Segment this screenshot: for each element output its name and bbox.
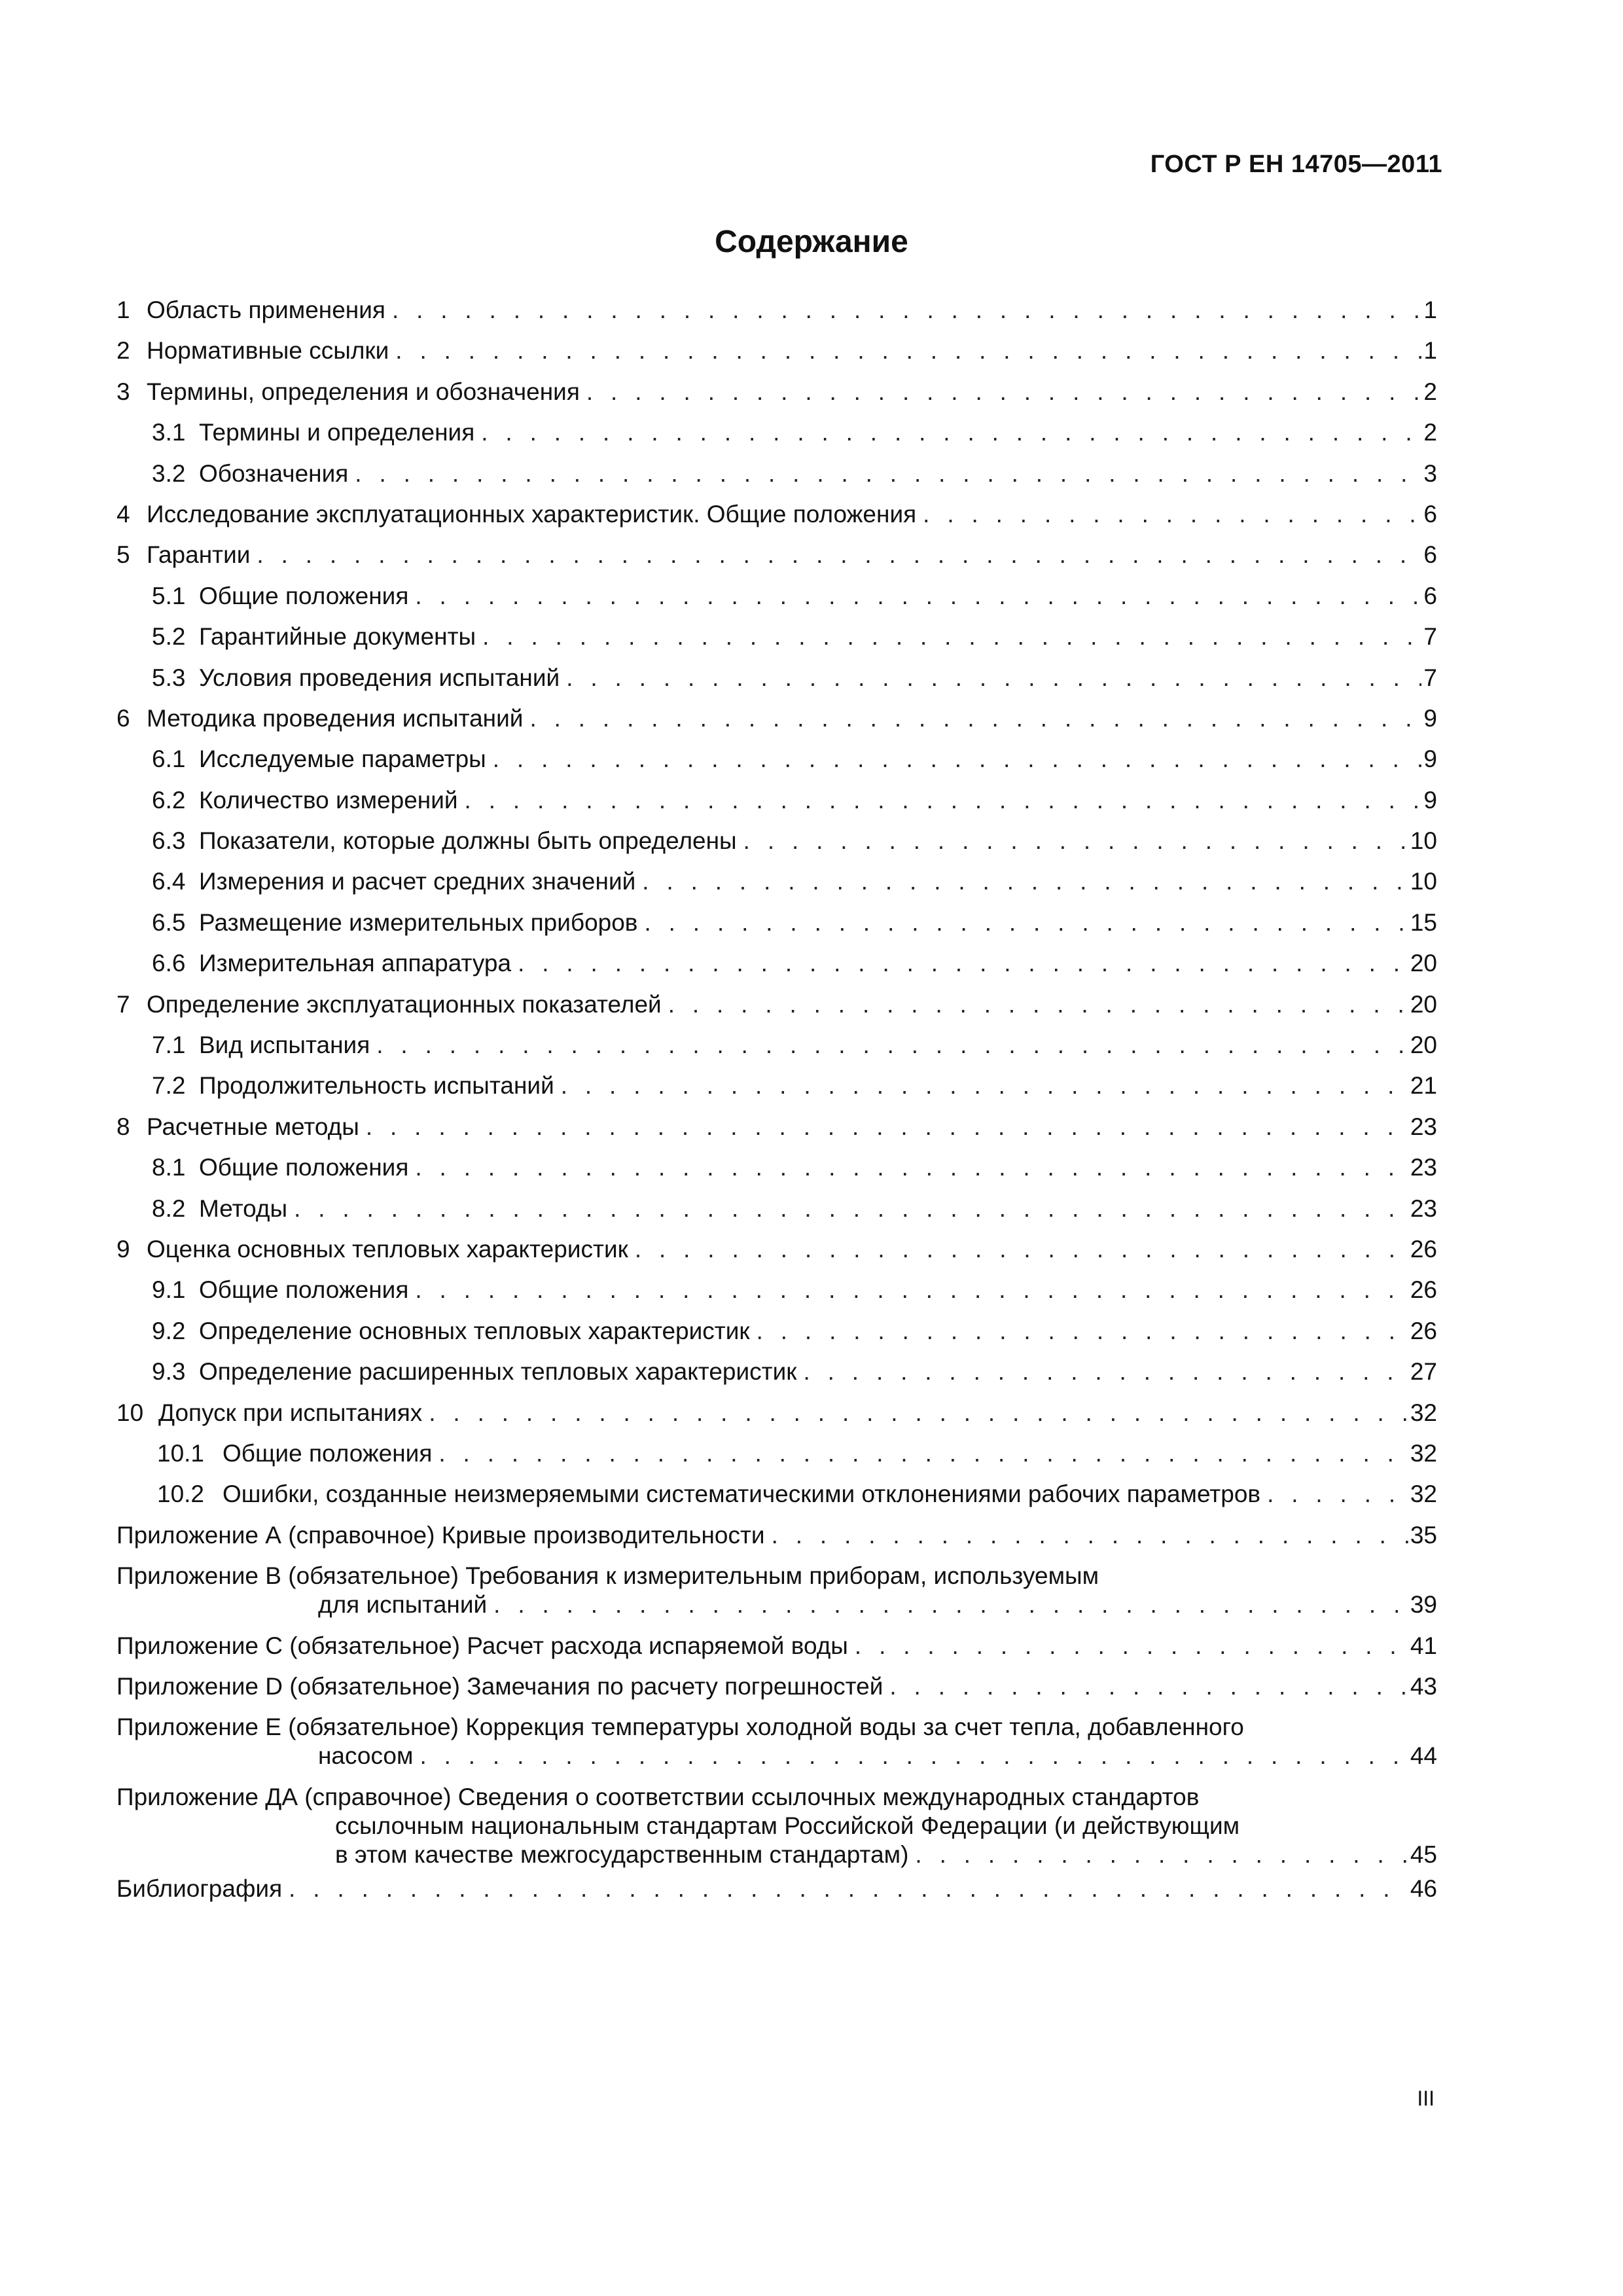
toc-number: 5.1 — [152, 582, 186, 609]
dot-leader — [482, 622, 1421, 651]
dot-leader — [566, 664, 1421, 692]
toc-entry-3[interactable] — [116, 378, 1437, 406]
toc-label: Количество измерений — [199, 786, 458, 814]
toc-page: 23 — [1410, 1194, 1437, 1222]
toc-page: 26 — [1410, 1235, 1437, 1263]
dot-leader — [772, 1521, 1408, 1550]
dot-leader — [586, 378, 1422, 406]
toc-entry-7-2[interactable] — [116, 1071, 1437, 1100]
toc-appendix-da[interactable] — [116, 1783, 1437, 1869]
toc-number: 6.6 — [152, 950, 186, 977]
toc-label: Измерения и расчет средних значений — [199, 868, 636, 895]
toc-page: 20 — [1410, 1031, 1437, 1059]
toc-label: Методы — [199, 1194, 288, 1222]
toc-number: 5.3 — [152, 664, 186, 691]
toc-page: 2 — [1423, 378, 1437, 405]
dot-leader — [395, 336, 1421, 365]
toc-entry-7[interactable] — [116, 990, 1437, 1019]
toc-label: ссылочным национальным стандартам Российской Федерации (и действующим — [335, 1812, 1240, 1839]
page-title: Содержание — [715, 224, 908, 259]
dot-leader — [438, 1439, 1408, 1468]
dot-leader — [889, 1672, 1408, 1701]
toc-entry-2[interactable] — [116, 336, 1437, 365]
dot-leader — [392, 296, 1421, 325]
toc-number: 9.1 — [152, 1276, 186, 1304]
toc-entry-6-2[interactable] — [116, 786, 1437, 815]
toc-bibliography[interactable] — [116, 1874, 1437, 1903]
toc-page: 6 — [1423, 541, 1437, 569]
dot-leader — [481, 418, 1421, 447]
dot-leader — [803, 1357, 1408, 1386]
toc-page: 3 — [1423, 459, 1437, 487]
toc-label: Термины, определения и обозначения — [147, 378, 580, 405]
toc-entry-5-2[interactable] — [116, 622, 1437, 651]
toc-label: в этом качестве межгосударственным стандартам) — [335, 1840, 909, 1868]
toc-page: 21 — [1410, 1072, 1437, 1100]
toc-page: 15 — [1410, 908, 1437, 936]
toc-number: 3 — [116, 378, 130, 405]
toc-label: Гарантии — [147, 541, 251, 569]
toc-label-continuation — [116, 1742, 1437, 1770]
toc-label: Приложение ДА (справочное) Сведения о соответствии ссылочных международных стандартов — [116, 1783, 1200, 1810]
toc-page: 26 — [1410, 1276, 1437, 1304]
toc-entry-3-2[interactable] — [116, 459, 1437, 488]
dot-leader — [415, 1153, 1408, 1182]
toc-page: 45 — [1410, 1840, 1437, 1868]
toc-number: 8.2 — [152, 1194, 186, 1222]
toc-page: 46 — [1410, 1875, 1437, 1903]
toc-label: Ошибки, созданные неизмеряемыми систематическими отклонениями рабочих параметров — [223, 1480, 1261, 1508]
toc-label: Приложение Е (обязательное) Коррекция температуры холодной воды за счет тепла, добавленного — [116, 1713, 1244, 1741]
dot-leader — [429, 1399, 1408, 1427]
toc-page: 6 — [1423, 500, 1437, 528]
toc-number: 6.5 — [152, 908, 186, 936]
dot-leader — [415, 582, 1421, 611]
toc-page: 9 — [1423, 704, 1437, 732]
toc-label: Размещение измерительных приборов — [199, 908, 638, 936]
toc-page: 41 — [1410, 1632, 1437, 1659]
toc-label: Приложение С (обязательное) Расчет расхода испаряемой воды — [116, 1632, 848, 1659]
toc-entry-4[interactable] — [116, 500, 1437, 529]
toc-label: Определение эксплуатационных показателей — [147, 990, 662, 1018]
dot-leader — [294, 1194, 1408, 1223]
toc-entry-5-3[interactable] — [116, 664, 1437, 692]
toc-number: 8 — [116, 1113, 130, 1140]
dot-leader — [376, 1031, 1408, 1060]
toc-number: 10.1 — [157, 1439, 205, 1467]
toc-number: 10.2 — [157, 1480, 205, 1508]
dot-leader — [642, 867, 1408, 896]
dot-leader — [668, 990, 1408, 1019]
dot-leader — [529, 704, 1421, 733]
toc-number: 5 — [116, 541, 130, 569]
toc-number: 3.1 — [152, 419, 186, 446]
toc-page: 10 — [1410, 827, 1437, 855]
toc-entry-9-2[interactable] — [116, 1317, 1437, 1346]
toc-label: Приложение А (справочное) Кривые производительности — [116, 1521, 765, 1549]
toc-label: Исследуемые параметры — [199, 745, 486, 773]
dot-leader — [743, 827, 1408, 855]
toc-label: Нормативные ссылки — [147, 337, 389, 365]
dot-leader — [355, 459, 1421, 488]
toc-label: Гарантийные документы — [199, 623, 476, 651]
toc-page: 20 — [1410, 950, 1437, 977]
toc-number: 7.2 — [152, 1072, 186, 1100]
dot-leader — [855, 1632, 1408, 1660]
toc-label: Обозначения — [199, 459, 349, 487]
toc-page: 7 — [1423, 623, 1437, 651]
toc-page: 2 — [1423, 419, 1437, 446]
dot-leader — [561, 1071, 1408, 1100]
toc-appendix-a[interactable] — [116, 1521, 1437, 1550]
toc-number: 6.2 — [152, 786, 186, 814]
toc-label: Расчетные методы — [147, 1113, 359, 1140]
toc-number: 9.3 — [152, 1358, 186, 1386]
toc-label: Измерительная аппаратура — [199, 950, 512, 977]
toc-page: 27 — [1410, 1358, 1437, 1386]
toc-number: 1 — [116, 296, 130, 323]
table-of-contents — [116, 296, 1437, 1915]
toc-entry-6-4[interactable] — [116, 867, 1437, 896]
toc-label: Библиография — [116, 1875, 283, 1903]
toc-number: 6.3 — [152, 827, 186, 855]
dot-leader — [419, 1742, 1408, 1770]
toc-label: Приложение В (обязательное) Требования к измерительным приборам, используемым — [116, 1562, 1099, 1590]
toc-label: Продолжительность испытаний — [199, 1072, 554, 1100]
toc-number: 7.1 — [152, 1031, 186, 1059]
toc-appendix-e[interactable] — [116, 1713, 1437, 1770]
toc-entry-9[interactable] — [116, 1235, 1437, 1264]
dot-leader — [923, 500, 1421, 529]
toc-entry-5[interactable] — [116, 541, 1437, 569]
toc-page: 6 — [1423, 582, 1437, 609]
toc-appendix-b[interactable] — [116, 1562, 1437, 1619]
toc-label: Общие положения — [199, 1154, 409, 1181]
toc-number: 9 — [116, 1235, 130, 1263]
dot-leader — [1267, 1480, 1408, 1509]
toc-page: 7 — [1423, 664, 1437, 691]
dot-leader — [493, 1590, 1408, 1619]
toc-entry-10[interactable] — [116, 1399, 1437, 1427]
toc-label: Общие положения — [199, 582, 409, 609]
toc-entry-6-1[interactable] — [116, 745, 1437, 774]
toc-entry-6-5[interactable] — [116, 908, 1437, 937]
toc-page: 9 — [1423, 745, 1437, 773]
toc-page: 26 — [1410, 1317, 1437, 1344]
dot-leader — [518, 949, 1408, 978]
toc-number: 6 — [116, 704, 130, 732]
dot-leader — [289, 1874, 1408, 1903]
toc-page: 10 — [1410, 868, 1437, 895]
toc-page: 23 — [1410, 1154, 1437, 1181]
toc-entry-6-3[interactable] — [116, 827, 1437, 855]
toc-label: Область применения — [147, 296, 385, 323]
toc-entry-9-3[interactable] — [116, 1357, 1437, 1386]
toc-page: 43 — [1410, 1672, 1437, 1700]
dot-leader — [493, 745, 1422, 774]
toc-page: 39 — [1410, 1591, 1437, 1619]
toc-page: 9 — [1423, 786, 1437, 814]
toc-entry-8-1[interactable] — [116, 1153, 1437, 1182]
dot-leader — [757, 1317, 1408, 1346]
toc-label: Приложение D (обязательное) Замечания по расчету погрешностей — [116, 1672, 883, 1700]
toc-entry-8-2[interactable] — [116, 1194, 1437, 1223]
toc-appendix-d[interactable] — [116, 1672, 1437, 1701]
standard-designation: ГОСТ Р ЕН 14705—2011 — [1150, 151, 1442, 178]
toc-page: 32 — [1410, 1439, 1437, 1467]
toc-appendix-c[interactable] — [116, 1632, 1437, 1660]
toc-page: 32 — [1410, 1480, 1437, 1508]
toc-label: Общие положения — [223, 1439, 433, 1467]
dot-leader — [915, 1840, 1408, 1869]
toc-entry-10-2[interactable] — [116, 1480, 1437, 1509]
toc-label: для испытаний — [318, 1591, 488, 1619]
toc-entry-9-1[interactable] — [116, 1276, 1437, 1304]
toc-page: 20 — [1410, 990, 1437, 1018]
toc-entry-6-6[interactable] — [116, 949, 1437, 978]
dot-leader — [635, 1235, 1408, 1264]
toc-label: Допуск при испытаниях — [158, 1399, 423, 1426]
toc-entry-3-1[interactable] — [116, 418, 1437, 447]
toc-entry-6[interactable] — [116, 704, 1437, 733]
toc-page: 35 — [1410, 1521, 1437, 1549]
toc-label: Показатели, которые должны быть определены — [199, 827, 737, 855]
toc-label: Методика проведения испытаний — [147, 704, 524, 732]
toc-label: насосом — [318, 1742, 414, 1770]
toc-number: 2 — [116, 337, 130, 365]
toc-label: Определение основных тепловых характеристик — [199, 1317, 750, 1344]
toc-number: 8.1 — [152, 1154, 186, 1181]
toc-entry-5-1[interactable] — [116, 582, 1437, 611]
toc-number: 7 — [116, 990, 130, 1018]
toc-page: 23 — [1410, 1113, 1437, 1140]
toc-entry-8[interactable] — [116, 1113, 1437, 1141]
toc-number: 3.2 — [152, 459, 186, 487]
dot-leader — [644, 908, 1408, 937]
toc-page: 44 — [1410, 1742, 1437, 1770]
toc-number: 9.2 — [152, 1317, 186, 1344]
toc-label-continuation — [116, 1840, 1437, 1869]
toc-entry-1[interactable] — [116, 296, 1437, 325]
toc-label-continuation — [116, 1590, 1437, 1619]
toc-number: 10 — [116, 1399, 144, 1426]
toc-number: 6.1 — [152, 745, 186, 773]
toc-entry-7-1[interactable] — [116, 1031, 1437, 1060]
toc-number: 6.4 — [152, 868, 186, 895]
toc-label: Оценка основных тепловых характеристик — [147, 1235, 628, 1263]
toc-label: Общие положения — [199, 1276, 409, 1304]
toc-page: 32 — [1410, 1399, 1437, 1426]
toc-label: Исследование эксплуатационных характеристик. Общие положения — [147, 500, 917, 528]
toc-label: Условия проведения испытаний — [199, 664, 560, 691]
toc-label: Термины и определения — [199, 419, 475, 446]
toc-page: 1 — [1423, 296, 1437, 323]
toc-page: 1 — [1423, 337, 1437, 365]
dot-leader — [366, 1113, 1408, 1141]
dot-leader — [415, 1276, 1408, 1304]
toc-entry-10-1[interactable] — [116, 1439, 1437, 1468]
page-number: III — [1417, 2087, 1435, 2110]
toc-number: 4 — [116, 500, 130, 528]
toc-label: Определение расширенных тепловых характеристик — [199, 1358, 797, 1386]
dot-leader — [465, 786, 1422, 815]
dot-leader — [257, 541, 1421, 569]
toc-label: Вид испытания — [199, 1031, 370, 1059]
toc-number: 5.2 — [152, 623, 186, 651]
